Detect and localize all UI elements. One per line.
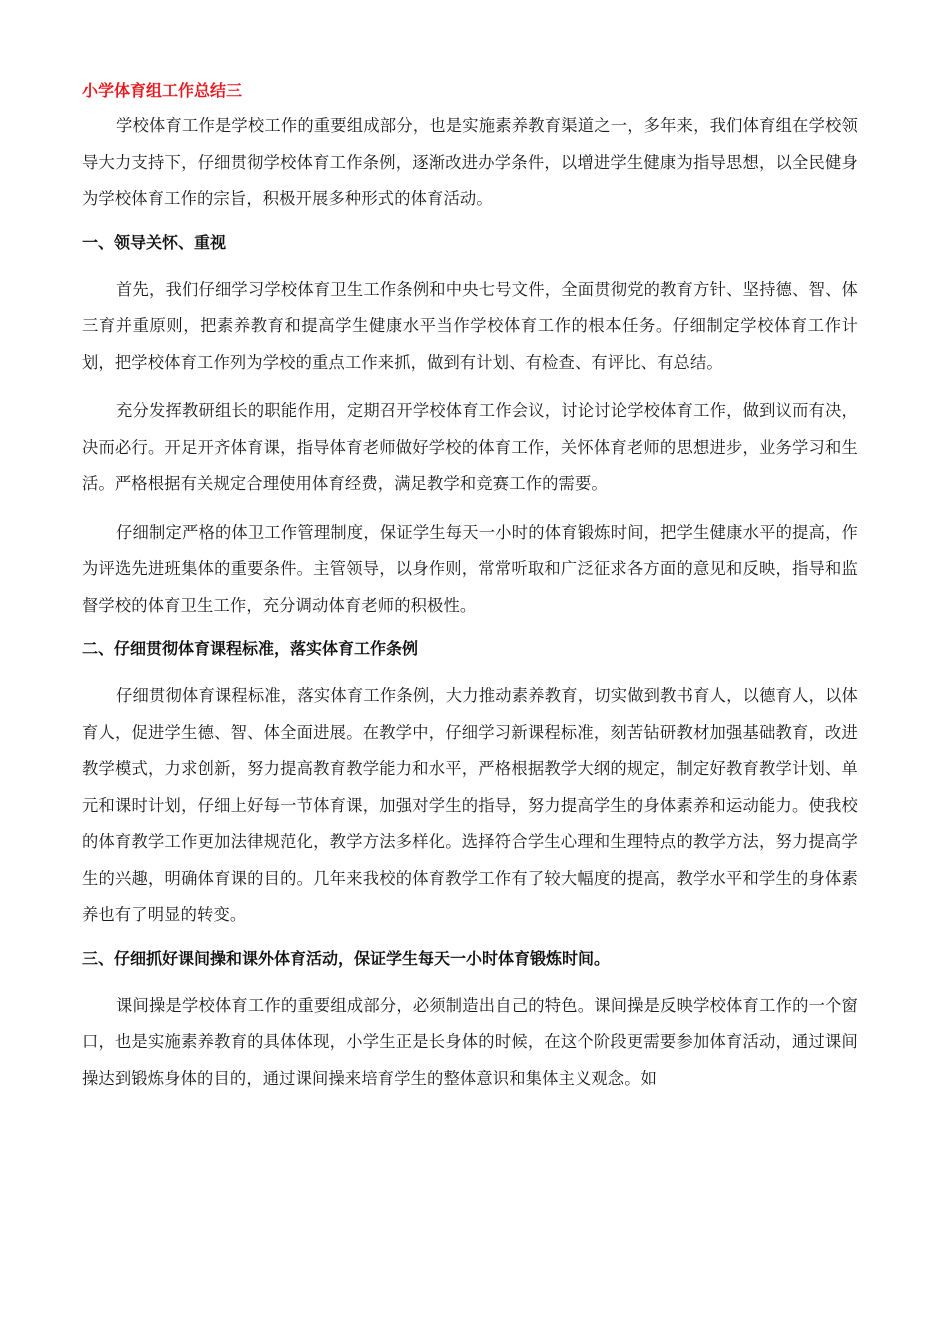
document-title: 小学体育组工作总结三	[82, 81, 243, 100]
section-heading-2: 二、仔细贯彻体育课程标准，落实体育工作条例	[82, 639, 419, 658]
section-1-paragraph-1: 首先，我们仔细学习学校体育卫生工作条例和中央七号文件，全面贯彻党的教育方针、坚持德、智、体三育并重原则，把素养教育和提高学生健康水平当作学校体育工作的根本任务。仔细制定学校体育工作计划，把学校体育工作列为学校的重点工作来抓，做到有计划、有检查、有评比、有总结。	[82, 279, 858, 372]
section-heading-1: 一、领导关怀、重视	[82, 232, 227, 252]
section-heading-3: 三、仔细抓好课间操和课外体育活动，保证学生每天一小时体育锻炼时间。	[82, 948, 611, 968]
section-3-paragraph-1: 课间操是学校体育工作的重要组成部分，必须制造出自己的特色。课间操是反映学校体育工作的一个窗口，也是实施素养教育的具体体现，小学生正是长身体的时候，在这个阶段更需要参加体育活动，通过课间操达到锻炼身体的目的，通过课间操来培育学生的整体意识和集体主义观念。如	[82, 995, 858, 1088]
section-2-paragraph-1: 仔细贯彻体育课程标准，落实体育工作条例，大力推动素养教育，切实做到教书育人，以德育人，以体育人，促进学生德、智、体全面进展。在教学中，仔细学习新课程标准，刻苦钻研教材加强基础教育，改进教学模式，力求创新，努力提高教育教学能力和水平，严格根据教学大纲的规定，制定好教育教学计划、单元和课时计划，仔细上好每一节体育课，加强对学生的指导，努力提高学生的身体素养和运动能力。使我校的体育教学工作更加法律规范化，教学方法多样化。选择符合学生心理和生理特点的教学方法，努力提高学生的兴趣，明确体育课的目的。几年来我校的体育教学工作有了较大幅度的提高，教学水平和学生的身体素养也有了明显的转变。	[82, 686, 858, 924]
document-page	[82, 78, 858, 1109]
section-1-paragraph-2: 充分发挥教研组长的职能作用，定期召开学校体育工作会议，讨论讨论学校体育工作，做到议而有决，决而必行。开足开齐体育课，指导体育老师做好学校的体育工作，关怀体育老师的思想进步，业务学习和生活。严格根据有关规定合理使用体育经费，满足教学和竞赛工作的需要。	[82, 401, 858, 493]
section-1-paragraph-3: 仔细制定严格的体卫工作管理制度，保证学生每天一小时的体育锻炼时间，把学生健康水平的提高，作为评选先进班集体的重要条件。主管领导，以身作则，常常听取和广泛征求各方面的意见和反映，指导和监督学校的体育卫生工作，充分调动体育老师的积极性。	[82, 522, 858, 615]
intro-paragraph: 学校体育工作是学校工作的重要组成部分，也是实施素养教育渠道之一，多年来，我们体育组在学校领导大力支持下，仔细贯彻学校体育工作条例，逐渐改进办学条件，以增进学生健康为指导思想，以全民健身为学校体育工作的宗旨，积极开展多种形式的体育活动。	[82, 116, 858, 208]
